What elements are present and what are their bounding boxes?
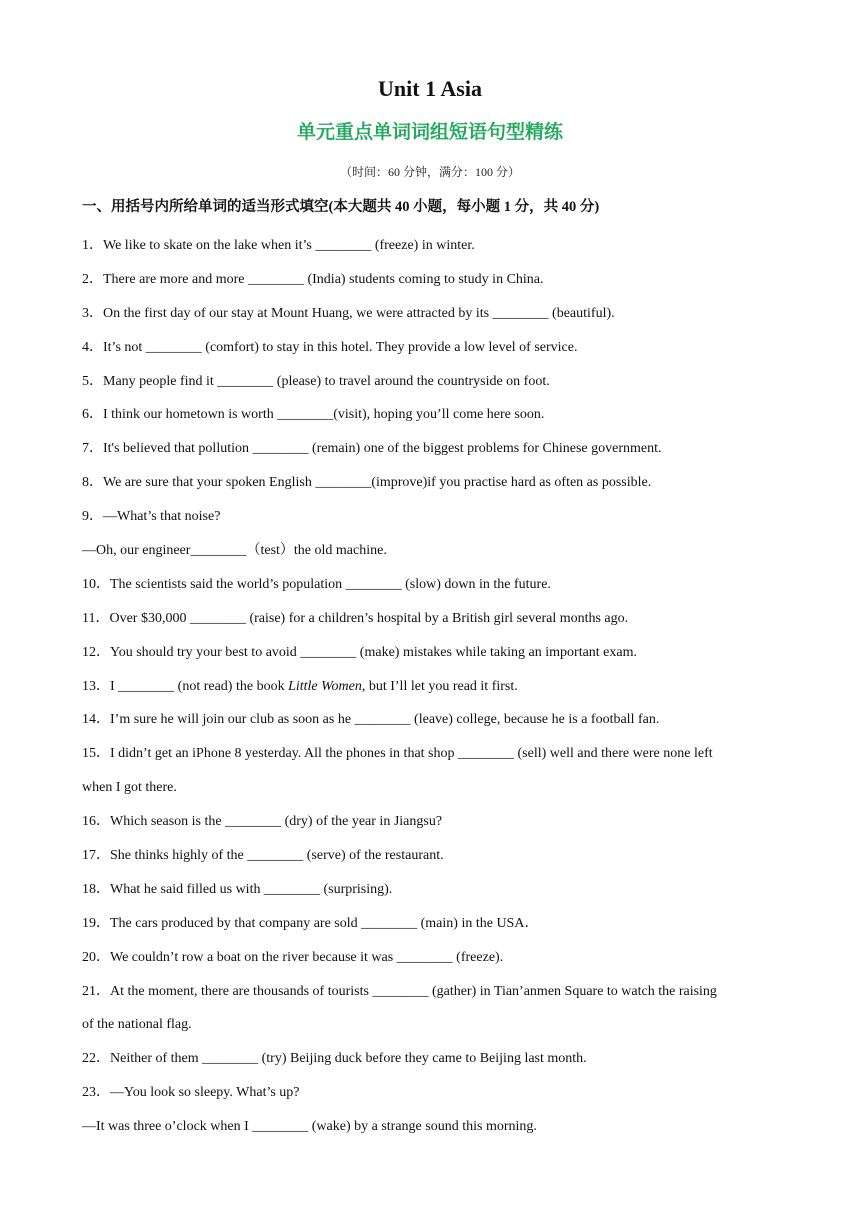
book-title: Little Women — [288, 678, 362, 694]
question-line: 16．Which season is the ________ (dry) of the year in Jiangsu? — [82, 814, 443, 830]
question-line: 20．We couldn’t row a boat on the river because it was ________ (freeze). — [82, 949, 504, 965]
question-line: 2．There are more and more ________ (India) students coming to study in China. — [82, 271, 544, 287]
question-line: 19．The cars produced by that company are sold ________ (main) in the USA． — [82, 915, 539, 931]
question-line: 12．You should try your best to avoid ________ (make) mistakes while taking an important exam. — [82, 644, 638, 660]
question-line: when I got there. — [82, 780, 177, 796]
question-line: 6．I think our hometown is worth ________(visit), hoping you’ll come here soon. — [82, 407, 545, 423]
question-line: of the national flag. — [82, 1017, 192, 1033]
exam-meta: （时间：60 分钟，满分：100 分） — [339, 165, 520, 179]
page-subtitle: 单元重点单词词组短语句型精练 — [296, 121, 563, 143]
question-line: 3．On the first day of our stay at Mount Huang, we were attracted by its ________ (beautiful). — [82, 305, 615, 321]
question-line: —It was three o’clock when I ________ (wake) by a strange sound this morning. — [82, 1119, 537, 1135]
section-heading: 一、用括号内所给单词的适当形式填空(本大题共 40 小题，每小题 1 分，共 40 分) — [82, 199, 600, 215]
question-line: 17．She thinks highly of the ________ (serve) of the restaurant. — [82, 848, 444, 864]
question-line: 4．It’s not ________ (comfort) to stay in this hotel. They provide a low level of service. — [82, 339, 578, 355]
page-title: Unit 1 Asia — [378, 76, 482, 101]
question-line: 15．I didn’t get an iPhone 8 yesterday. All the phones in that shop ________ (sell) well and there were none left — [82, 746, 713, 762]
question-line: 5．Many people find it ________ (please) to travel around the countryside on foot. — [82, 373, 550, 389]
question-line: —Oh, our engineer________（test）the old machine. — [82, 543, 387, 559]
question-line: 21．At the moment, there are thousands of tourists ________ (gather) in Tian’anmen Square to watch the raising — [82, 983, 717, 999]
question-line: 11．Over $30,000 ________ (raise) for a children’s hospital by a British girl several months ago. — [82, 610, 629, 626]
question-line: 14．I’m sure he will join our club as soon as he ________ (leave) college, because he is a football fan. — [82, 712, 660, 728]
question-line: 1．We like to skate on the lake when it’s ________ (freeze) in winter. — [82, 238, 475, 253]
question-line: 18．What he said filled us with ________ (surprising). — [82, 881, 393, 897]
question-line: 9．—What’s that noise? — [82, 509, 221, 525]
question-line: 22．Neither of them ________ (try) Beijing duck before they came to Beijing last month. — [82, 1051, 587, 1067]
question-list — [82, 229, 774, 1144]
question-line: 10．The scientists said the world’s population ________ (slow) down in the future. — [82, 576, 551, 592]
question-13-text: 13．I ________ (not read) the book — [82, 678, 289, 694]
question-line: 8．We are sure that your spoken English ________(improve)if you practise hard as often as possible. — [82, 475, 652, 491]
question-line: 23．—You look so sleepy. What’s up? — [82, 1085, 300, 1101]
question-13-rest: , but I’ll let you read it first. — [361, 678, 518, 694]
question-line-13 — [82, 670, 774, 704]
question-line: 7．It's believed that pollution ________ (remain) one of the biggest problems for Chinese government. — [82, 441, 662, 457]
